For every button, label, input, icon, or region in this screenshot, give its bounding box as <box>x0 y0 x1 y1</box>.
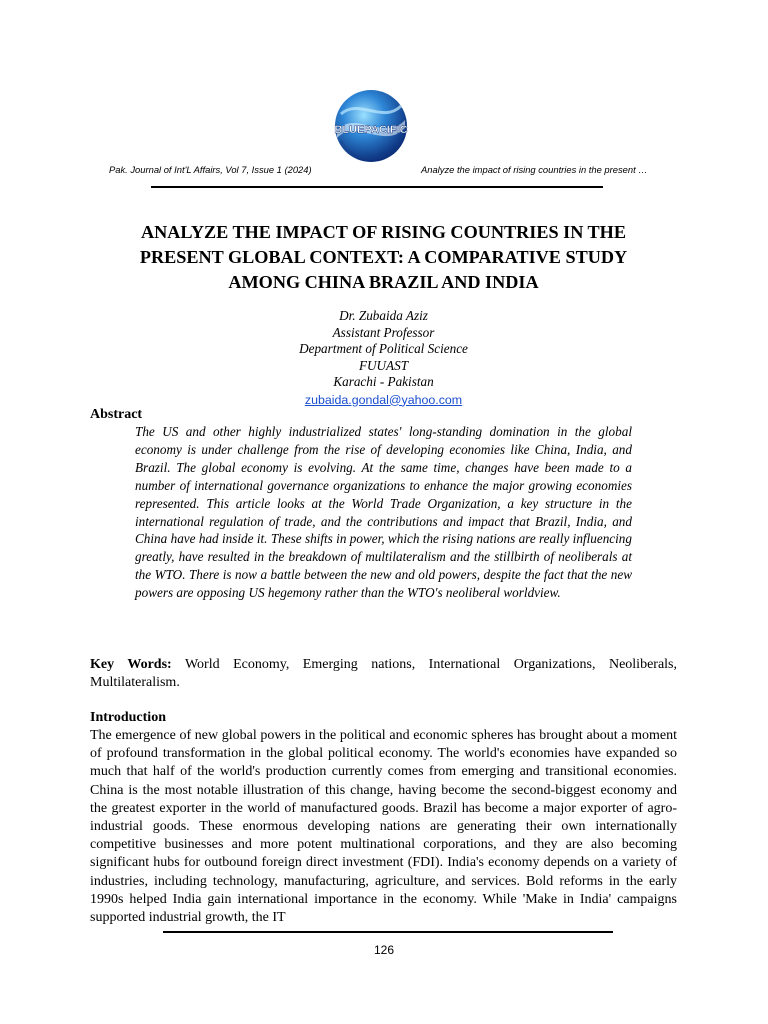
logo-ring-text: RESEARCH & INNOVATION SERVICES <box>338 139 404 162</box>
abstract-heading: Abstract <box>90 407 143 422</box>
footer-rule <box>163 931 613 933</box>
author-position: Assistant Professor <box>332 324 435 340</box>
keywords-label: Key Words: <box>90 657 172 672</box>
bluepacific-logo <box>325 84 417 176</box>
page-number: 126 <box>373 943 395 957</box>
paper-title <box>90 220 677 295</box>
logo-text: BLUEPACIFIC <box>334 124 408 136</box>
keywords <box>90 656 677 692</box>
keywords-text: World Economy, Emerging nations, International Organizations, Neoliberals, Multilateralism. <box>90 657 677 690</box>
title-line: ANALYZE THE IMPACT OF RISING COUNTRIES IN THE <box>141 222 626 242</box>
abstract-text: The US and other highly industrialized states' long-standing domination in the global economy is under challenge from the rise of developing economies like China, India, and Brazil. The global economy is evolving. At the same time, changes have been made to a number of international governance organizations to enhance the major growing economies represented. This article looks at the World Trade Organization, a key structure in the international regulation of trade, and the contributions and impact that Brazil, India, and China have had inside it. These shifts in power, which the rising nations are really influencing greatly, have resulted in the breakdown of multilateralism and the stillbirth of neoliberals at the WTO. There is now a battle between the new and old powers, despite the fact that the new powers are opposing US hegemony rather than the WTO's neoliberal worldview. <box>135 424 632 601</box>
author-institution: FUUAST <box>358 357 409 373</box>
author-email-link[interactable]: zubaida.gondal@yahoo.com <box>304 392 463 407</box>
author-name: Dr. Zubaida Aziz <box>339 308 428 323</box>
introduction-heading: Introduction <box>90 710 166 725</box>
header-rule <box>151 186 603 188</box>
author-location: Karachi - Pakistan <box>333 374 434 389</box>
journal-citation: Pak. Journal of Int'L Affairs, Vol 7, Issue 1 (2024) <box>109 164 312 175</box>
title-line: AMONG CHINA BRAZIL AND INDIA <box>228 272 539 292</box>
title-line: PRESENT GLOBAL CONTEXT: A COMPARATIVE STUDY <box>139 247 628 267</box>
author-department: Department of Political Science <box>299 341 468 356</box>
author-block <box>90 308 677 408</box>
introduction-text: The emergence of new global powers in the political and economic spheres has brought about a moment of profound transformation in the global political economy. The world's economies have expanded so much that half of the world's production currently comes from emerging and transitional economies. China is the most notable illustration of this change, having become the second-biggest economy and the greatest exporter in the world of manufactured goods. Brazil has become a major exporter of agro-industrial goods. These enormous developing nations are generating their own internationally competitive businesses and more potent multinational corporations, and they are also becoming significant hubs for outbound foreign direct investment (FDI). India's economy depends on a variety of industries, including technology, manufacturing, agriculture, and services. Bold reforms in the early 1990s helped India gain international importance in the economy. While 'Make in India' campaigns supported industrial growth, the IT <box>90 728 677 926</box>
running-title: Analyze the impact of rising countries in the present … <box>421 164 648 175</box>
